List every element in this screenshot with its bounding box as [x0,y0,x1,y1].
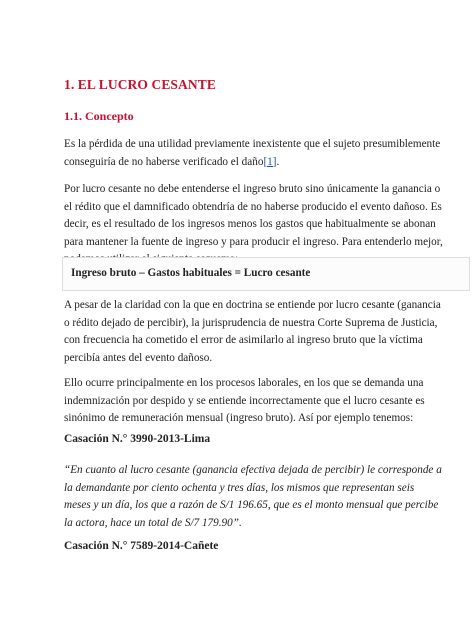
paragraph-line: o rédito dejado de percibir), la jurisprudencia de nuestra Corte Suprema de Justicia, [64,316,438,329]
case-quote-3990 [64,462,442,532]
quote-line: “En cuanto al lucro cesante (ganancia efectiva dejada de percibir) le corresponde a [64,464,442,476]
paragraph-line: con frecuencia ha cometido el error de asimilarlo al ingreso bruto que la víctima [64,334,423,346]
paragraph-line: decir, es el resultado de los ingresos menos los gastos que habitualmente se abonan [64,218,436,230]
paragraph-definition [64,136,441,171]
paragraph-line: Es la pérdida de una utilidad previamente inexistente que el sujeto presumiblemente [64,138,441,150]
quote-line: la actora, hace un total de S/7 179.90”. [64,516,242,529]
paragraph-line: A pesar de la claridad con la que en doctrina se entiende por lucro cesante (ganancia [64,299,441,311]
formula-box [62,257,470,291]
footnote-link[interactable]: [1] [263,155,277,168]
subsection-heading: 1.1. Concepto [64,109,134,123]
case-title-7589: Casación N.° 7589-2014-Cañete [64,540,219,552]
paragraph-line: para mantener la fuente de ingreso y para producir el ingreso. Para entenderlo mejor, [64,235,443,248]
paragraph-line: Ello ocurre principalmente en los procesos laborales, en los que se demanda una [64,377,424,389]
paragraph-line: el rédito que el damnificado obtendría de no haberse producido el evento dañoso. Es [64,200,442,213]
paragraph-text: conseguiría de no haberse verificado el daño [64,155,264,168]
quote-line: la demandante por ciento ochenta y tres días, los mismos que representan seis [64,481,415,494]
paragraph-line: percibía antes del evento dañoso. [64,351,213,364]
paragraph-line: sinónimo de remuneración mensual (ingreso bruto). Así por ejemplo tenemos: [64,412,414,424]
paragraph-jurisprudence [64,297,441,367]
quote-line: meses y un día, los que a razón de S/1 196.65, que es el monto mensual que percibe [64,499,439,511]
formula-text: Ingreso bruto – Gastos habituales = Lucro cesante [71,267,311,279]
paragraph-line: Por lucro cesante no debe entenderse el ingreso bruto sino únicamente la ganancia o [64,183,441,195]
section-heading: 1. EL LUCRO CESANTE [64,77,216,92]
paragraph-labor-cases [64,375,425,428]
paragraph-line: indemnización por despido y se entiende incorrectamente que el lucro cesante es [64,394,425,407]
paragraph-line [64,154,416,172]
case-title-3990: Casación N.° 3990-2013-Lima [64,433,211,445]
paragraph-period: . [276,155,280,168]
paragraph-explanation [64,181,443,269]
